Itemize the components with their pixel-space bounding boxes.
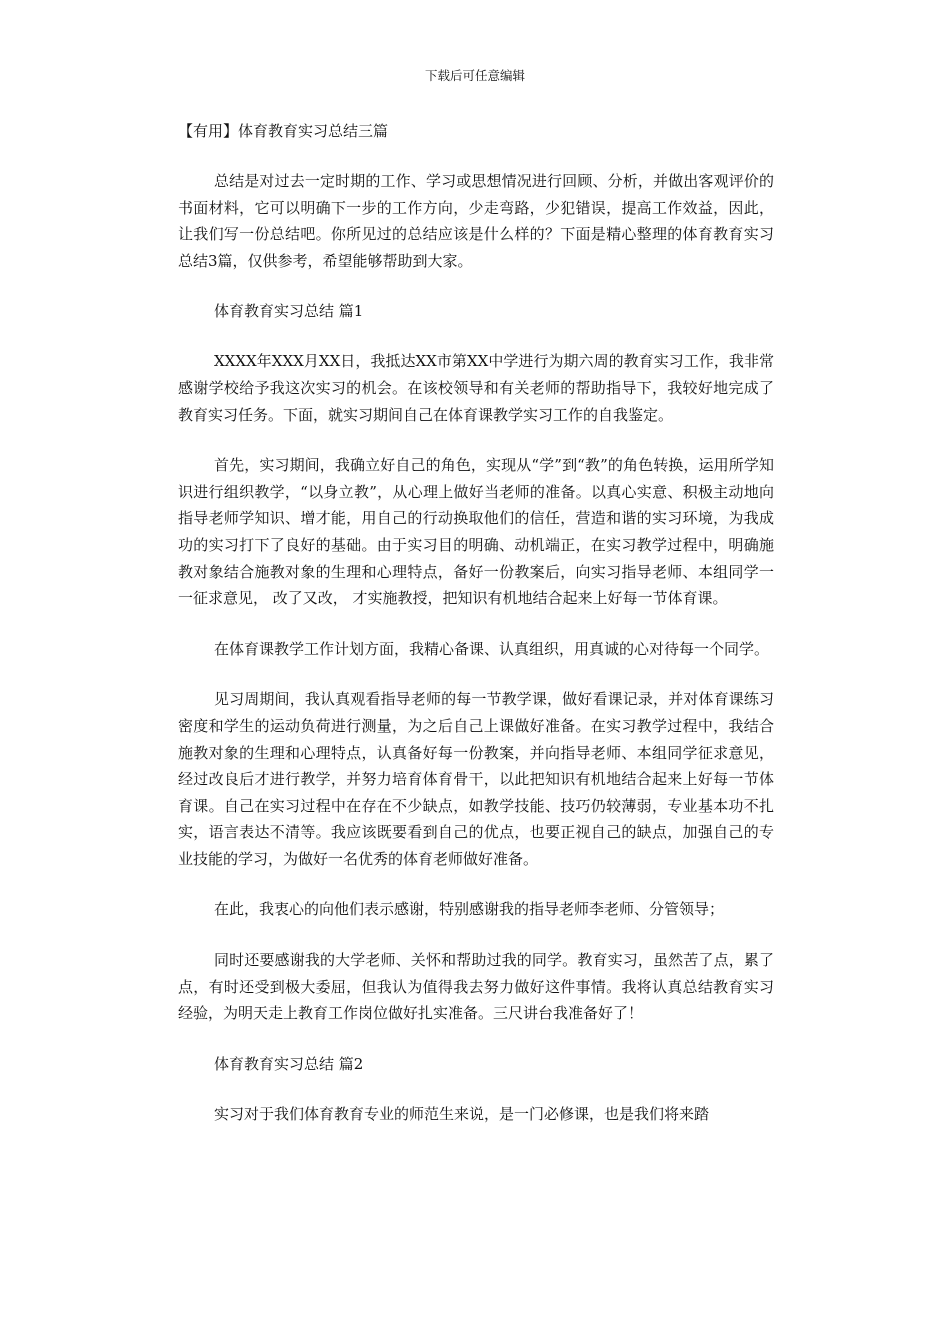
- section-1-heading: 体育教育实习总结 篇1: [214, 302, 364, 321]
- section-1-paragraph-1: XXXX年XXX月XX日，我抵达XX市第XX中学进行为期六周的教育实习工作，我非常感谢学校给予我这次实习的机会。在该校领导和有关老师的帮助指导下，我较好地完成了教育实习任务。下面，就实习期间自己在体育课教学实习工作的自我鉴定。: [178, 352, 774, 424]
- page-header: 下载后可任意编辑: [424, 68, 525, 83]
- section-1-paragraph-3: 在体育课教学工作计划方面，我精心备课、认真组织，用真诚的心对待每一个同学。: [214, 639, 770, 658]
- section-2-heading: 体育教育实习总结 篇2: [214, 1054, 364, 1073]
- intro-paragraph: 总结是对过去一定时期的工作、学习或思想情况进行回顾、分析，并做出客观评价的书面材料，它可以明确下一步的工作方向，少走弯路，少犯错误，提高工作效益，因此，让我们写一份总结吧。你所见过的总结应该是什么样的？下面是精心整理的体育教育实习总结3篇，仅供参考，希望能够帮助到大家。: [178, 172, 774, 270]
- section-1-paragraph-6: 同时还要感谢我的大学老师、关怀和帮助过我的同学。教育实习，虽然苦了点，累了点，有时还受到极大委屈，但我认为值得我去努力做好这件事情。我将认真总结教育实习经验，为明天走上教育工作岗位做好扎实准备。三尺讲台我准备好了！: [178, 951, 774, 1023]
- document-title: 【有用】体育教育实习总结三篇: [178, 122, 389, 140]
- section-1-paragraph-2: 首先，实习期间，我确立好自己的角色，实现从“学”到“教”的角色转换，运用所学知识进行组织教学，“以身立教”，从心理上做好当老师的准备。以真心实意、积极主动地向指导老师学知识、增才能，用自己的行动换取他们的信任，营造和谐的实习环境，为我成功的实习打下了良好的基础。由于实习目的明确、动机端正，在实习教学过程中，明确施教对象结合施教对象的生理和心理特点，备好一份教案后，向实习指导老师、本组同学一一征求意见， 改了又改， 才实施教授，把知识有机地结合起来上好每一节体育课。: [178, 456, 774, 608]
- section-2-paragraph-1: 实习对于我们体育教育专业的师范生来说，是一门必修课，也是我们将来踏: [214, 1104, 710, 1123]
- document-body: [178, 118, 774, 1127]
- section-1-paragraph-5: 在此，我衷心的向他们表示感谢，特别感谢我的指导老师李老师、分管领导；: [214, 900, 725, 919]
- section-1-paragraph-4: 见习周期间，我认真观看指导老师的每一节教学课，做好看课记录，并对体育课练习密度和学生的运动负荷进行测量，为之后自己上课做好准备。在实习教学过程中，我结合施教对象的生理和心理特点，认真备好每一份教案，并向指导老师、本组同学征求意见，经过改良后才进行教学，并努力培育体育骨干，以此把知识有机地结合起来上好每一节体育课。自己在实习过程中在存在不少缺点，如教学技能、技巧仍较薄弱，专业基本功不扎实，语言表达不清等。我应该既要看到自己的优点，也要正视自己的缺点，加强自己的专业技能的学习，为做好一名优秀的体育老师做好准备。: [178, 690, 774, 868]
